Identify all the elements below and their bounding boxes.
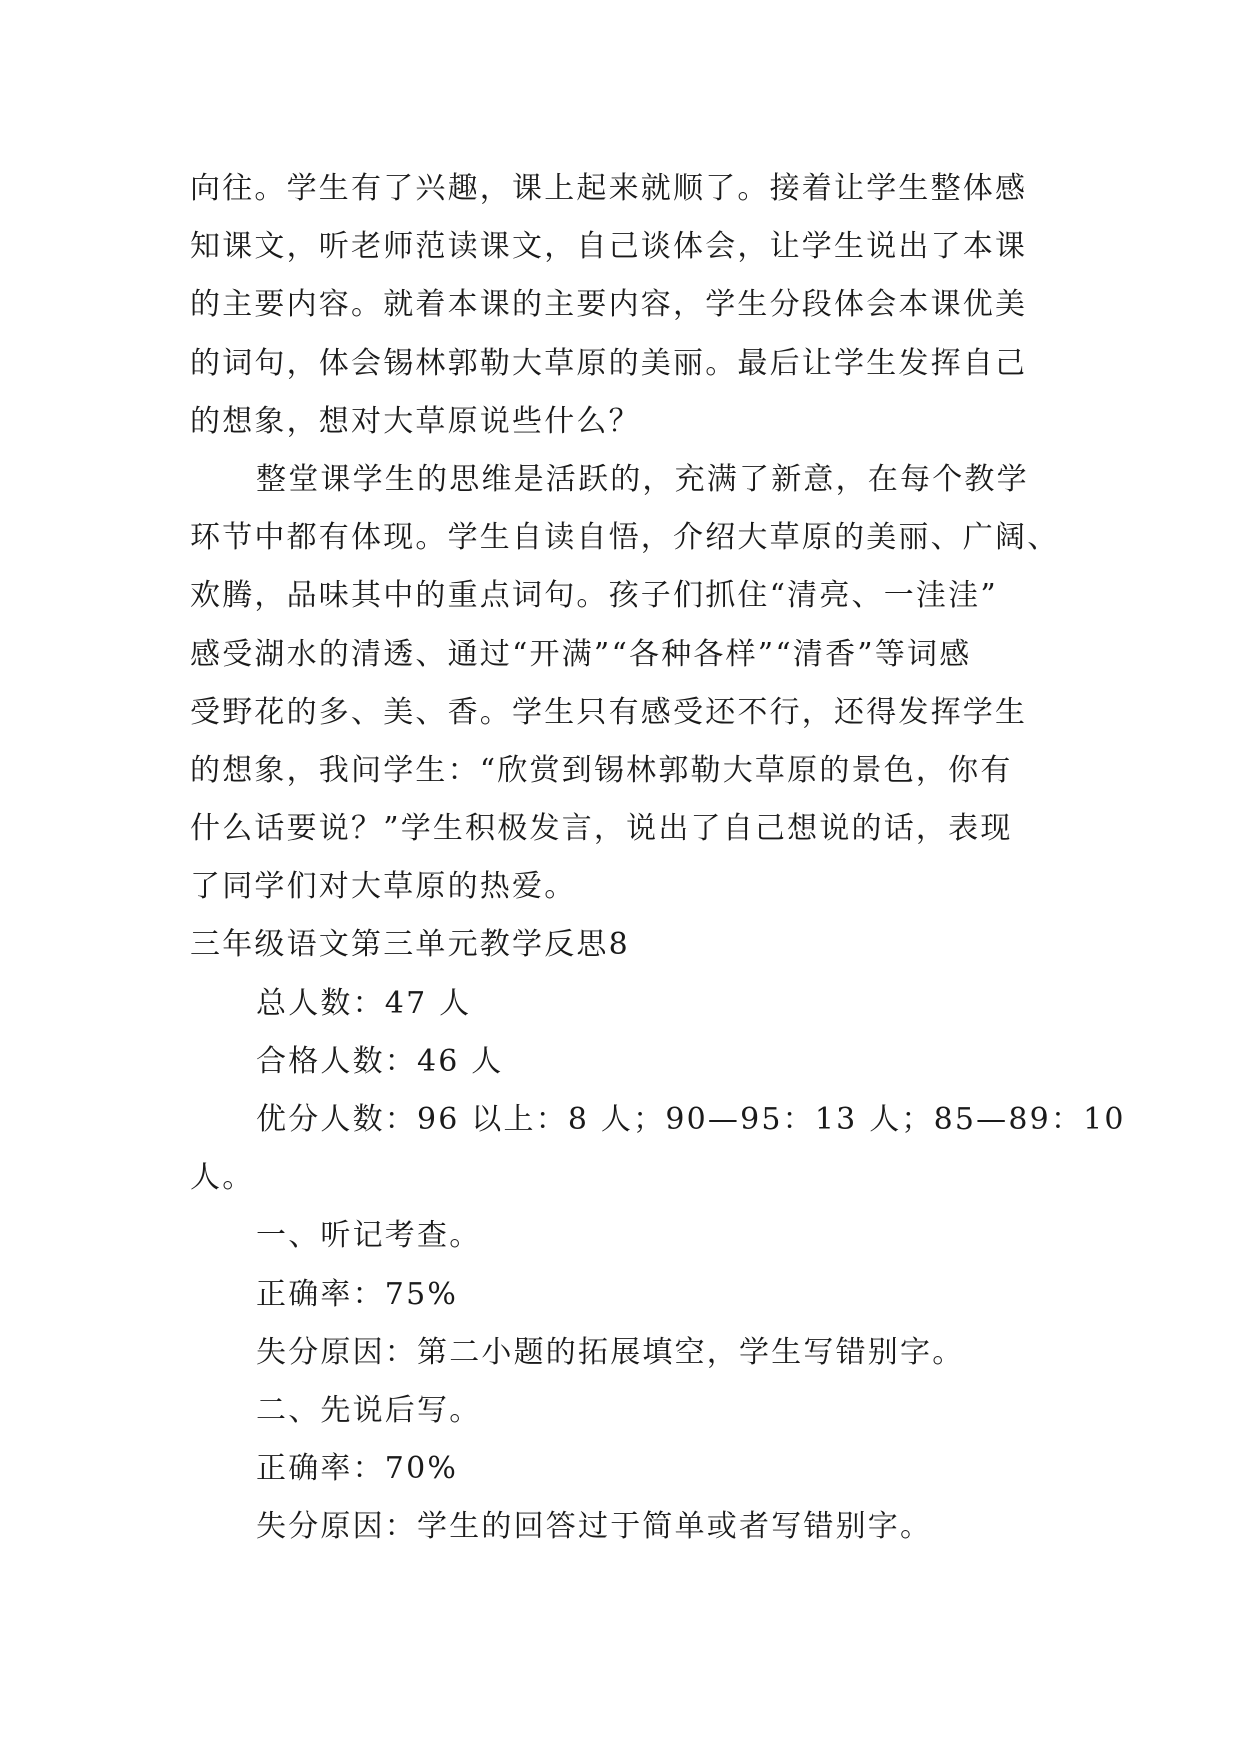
text-line: 三年级语文第三单元教学反思8	[190, 927, 630, 963]
text-line: 的词句，体会锡林郭勒大草原的美丽。最后让学生发挥自己	[190, 345, 1028, 381]
text-line: 的想象，我问学生：“欣赏到锡林郭勒大草原的景色，你有	[190, 752, 1013, 788]
text-line: 二、先说后写。	[256, 1392, 482, 1428]
text-line: 欢腾，品味其中的重点词句。孩子们抓住“清亮、一洼洼”	[190, 578, 998, 614]
text-line: 正确率：75%	[256, 1276, 459, 1312]
text-line: 感受湖水的清透、通过“开满”“各种各样”“清香”等词感	[190, 636, 972, 672]
text-line: 整堂课学生的思维是活跃的，充满了新意，在每个教学	[256, 461, 1029, 497]
text-line: 环节中都有体现。学生自读自悟，介绍大草原的美丽、广阔、	[190, 520, 1060, 556]
text-line: 了同学们对大草原的热爱。	[190, 869, 577, 905]
text-line: 合格人数：46 人	[256, 1043, 504, 1079]
text-line: 的主要内容。就着本课的主要内容，学生分段体会本课优美	[190, 287, 1028, 323]
document-body	[190, 160, 1126, 1557]
text-line: 正确率：70%	[256, 1451, 459, 1487]
text-line: 优分人数：96 以上：8 人；90—95：13 人；85—89：10	[256, 1102, 1126, 1137]
text-line: 总人数：47 人	[256, 985, 472, 1021]
text-line: 人。	[190, 1160, 255, 1196]
text-line: 向往。学生有了兴趣，课上起来就顺了。接着让学生整体感	[190, 171, 1028, 206]
text-line: 受野花的多、美、香。学生只有感受还不行，还得发挥学生	[190, 694, 1028, 730]
text-line: 知课文，听老师范读课文，自己谈体会，让学生说出了本课	[190, 229, 1028, 265]
text-line: 什么话要说？”学生积极发言，说出了自己想说的话，表现	[190, 811, 1013, 847]
text-line: 失分原因：第二小题的拓展填空，学生写错别字。	[256, 1334, 965, 1370]
text-line: 一、听记考查。	[256, 1218, 482, 1254]
text-line: 失分原因：学生的回答过于简单或者写错别字。	[256, 1509, 933, 1545]
text-line: 的想象，想对大草原说些什么？	[190, 403, 641, 439]
